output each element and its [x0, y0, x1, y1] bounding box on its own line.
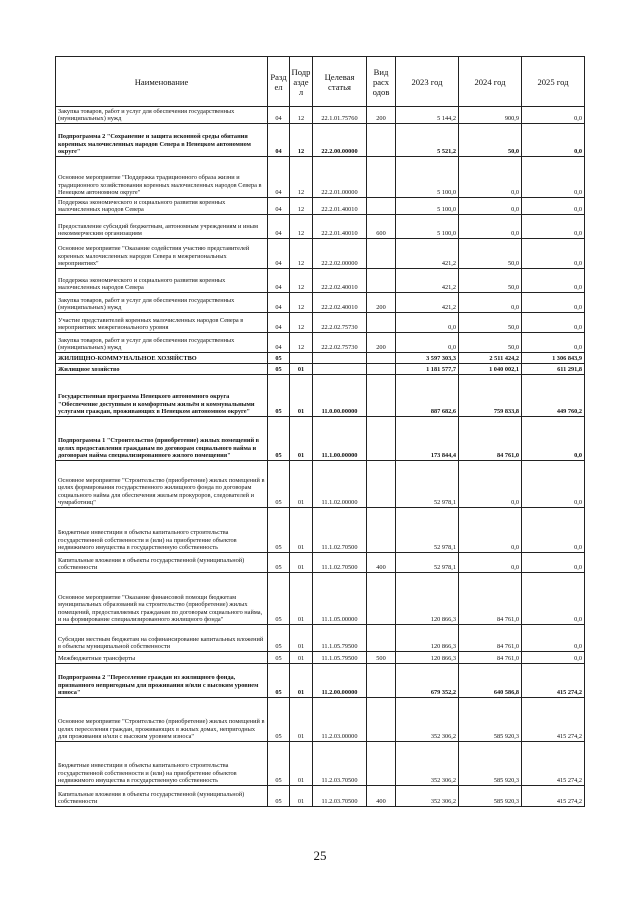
cell-razdel: 05: [268, 742, 290, 786]
cell-name: Основное мероприятие "Поддержка традиционного образа жизни и традиционного хозяйствования коренных малочисленных народов Севера в Ненецком автономном округе": [56, 157, 268, 198]
table-row: [56, 664, 585, 698]
cell-podrazdel: 01: [290, 553, 313, 573]
cell-2023: 3 597 303,3: [396, 353, 459, 364]
cell-name: Участие представителей коренных малочисленных народов Севера в мероприятиях межрегионального уровня: [56, 313, 268, 333]
cell-name: Подпрограмма 2 "Сохранение и защита исконной среды обитания коренных малочисленных народов Севера в Ненецком автономном округе": [56, 124, 268, 157]
cell-target: 22.2.02.40010: [313, 293, 367, 313]
table-row: [56, 239, 585, 269]
cell-2025: 0,0: [522, 157, 585, 198]
cell-target: 11.2.03.70500: [313, 786, 367, 807]
cell-vid: [367, 269, 396, 293]
table-row: [56, 269, 585, 293]
cell-podrazdel: 12: [290, 239, 313, 269]
budget-table: [55, 56, 585, 807]
cell-2023: 679 352,2: [396, 664, 459, 698]
header-razdel: Разд ел: [268, 57, 290, 107]
cell-2025: 0,0: [522, 198, 585, 215]
cell-2025: 0,0: [522, 215, 585, 239]
cell-razdel: 05: [268, 461, 290, 508]
table-row: [56, 107, 585, 124]
cell-target: 11.2.00.00000: [313, 664, 367, 698]
header-podrazdel: Подр азде л: [290, 57, 313, 107]
cell-razdel: 04: [268, 198, 290, 215]
cell-2024: 640 586,8: [459, 664, 522, 698]
cell-name: Бюджетные инвестиции в объекты капитального строительства государственной собственности и (или) на приобретение объектов недвижимого имущества в государственную собственность: [56, 508, 268, 553]
cell-target: [313, 353, 367, 364]
cell-vid: 200: [367, 293, 396, 313]
cell-2025: 0,0: [522, 652, 585, 664]
cell-target: 22.2.02.40010: [313, 269, 367, 293]
table-body: [56, 107, 585, 807]
cell-name: Закупка товаров, работ и услуг для обеспечения государственных (муниципальных) нужд: [56, 293, 268, 313]
cell-2023: 421,2: [396, 239, 459, 269]
cell-target: 11.1.02.00000: [313, 461, 367, 508]
cell-2023: 421,2: [396, 293, 459, 313]
cell-vid: [367, 461, 396, 508]
cell-target: 11.2.03.00000: [313, 698, 367, 742]
cell-vid: [367, 573, 396, 625]
cell-2025: 415 274,2: [522, 786, 585, 807]
cell-2024: 2 511 424,2: [459, 353, 522, 364]
cell-2023: 1 181 577,7: [396, 364, 459, 375]
cell-podrazdel: 01: [290, 508, 313, 553]
cell-2024: 585 920,3: [459, 786, 522, 807]
table-row: [56, 508, 585, 553]
header-row: [56, 57, 585, 107]
cell-2023: 120 866,3: [396, 573, 459, 625]
cell-2023: 52 978,1: [396, 553, 459, 573]
cell-2023: 5 521,2: [396, 124, 459, 157]
cell-2025: 415 274,2: [522, 742, 585, 786]
cell-podrazdel: 12: [290, 269, 313, 293]
cell-2025: 0,0: [522, 625, 585, 652]
cell-2024: 84 761,0: [459, 625, 522, 652]
cell-2024: 0,0: [459, 157, 522, 198]
cell-podrazdel: 01: [290, 461, 313, 508]
cell-2023: 120 866,3: [396, 652, 459, 664]
cell-2024: 0,0: [459, 198, 522, 215]
cell-razdel: 04: [268, 215, 290, 239]
cell-name: Жилищное хозяйство: [56, 364, 268, 375]
cell-podrazdel: 12: [290, 107, 313, 124]
cell-name: Межбюджетные трансферты: [56, 652, 268, 664]
cell-target: 22.2.02.75730: [313, 313, 367, 333]
cell-2025: 1 306 843,9: [522, 353, 585, 364]
table-row: [56, 353, 585, 364]
cell-razdel: 05: [268, 375, 290, 417]
cell-target: 11.1.05.00000: [313, 573, 367, 625]
cell-razdel: 05: [268, 786, 290, 807]
cell-name: Бюджетные инвестиции в объекты капитального строительства государственной собственности и (или) на приобретение объектов недвижимого имущества в государственную собственность: [56, 742, 268, 786]
cell-name: Закупка товаров, работ и услуг для обеспечения государственных (муниципальных) нужд: [56, 107, 268, 124]
cell-razdel: 05: [268, 364, 290, 375]
cell-vid: 400: [367, 553, 396, 573]
table-row: [56, 375, 585, 417]
cell-target: 11.1.05.79500: [313, 652, 367, 664]
cell-name: Основное мероприятие "Оказание финансовой помощи бюджетам муниципальных образований на строительство (приобретение) жилых помещений, предоставляемых гражданам по договорам социального найма, и на формирование специализированного жилищного фонда": [56, 573, 268, 625]
cell-name: Капитальные вложения в объекты государственной (муниципальной) собственности: [56, 786, 268, 807]
page-number: 25: [313, 848, 327, 863]
cell-name: Предоставление субсидий бюджетным, автономным учреждениям и иным некоммерческим организациям: [56, 215, 268, 239]
cell-vid: [367, 698, 396, 742]
cell-podrazdel: 12: [290, 313, 313, 333]
table-row: [56, 198, 585, 215]
cell-target: 22.2.02.00000: [313, 239, 367, 269]
cell-vid: [367, 239, 396, 269]
table-row: [56, 553, 585, 573]
cell-name: Подпрограмма 1 "Строительство (приобретение) жилых помещений в целях предоставления гражданам по договорам социального найма и договорам найма специализированного жилого помещения": [56, 417, 268, 461]
cell-2024: 585 920,3: [459, 742, 522, 786]
table-row: [56, 124, 585, 157]
cell-2024: 50,0: [459, 333, 522, 353]
cell-2025: 0,0: [522, 239, 585, 269]
cell-2023: 5 100,0: [396, 157, 459, 198]
cell-name: Основное мероприятие "Строительство (приобретение) жилых помещений в целях формирования государственного жилищного фонда по договорам социального найма для обеспечения жильем прокуроров, следователей и чумработниц": [56, 461, 268, 508]
cell-2024: 585 920,3: [459, 698, 522, 742]
cell-name: Основное мероприятие "Строительство (приобретение) жилых помещений в целях переселения граждан, проживающих в жилых домах, непригодных для проживания и/или с высоким уровнем износа": [56, 698, 268, 742]
table-row: [56, 625, 585, 652]
cell-2025: 0,0: [522, 508, 585, 553]
cell-vid: [367, 364, 396, 375]
cell-2025: 415 274,2: [522, 664, 585, 698]
cell-razdel: 05: [268, 553, 290, 573]
cell-2025: 611 291,8: [522, 364, 585, 375]
cell-2025: 0,0: [522, 461, 585, 508]
cell-podrazdel: 12: [290, 215, 313, 239]
cell-name: Закупка товаров, работ и услуг для обеспечения государственных (муниципальных) нужд: [56, 333, 268, 353]
cell-2023: 52 978,1: [396, 461, 459, 508]
cell-razdel: 04: [268, 313, 290, 333]
cell-2023: 5 100,0: [396, 215, 459, 239]
table-row: [56, 461, 585, 508]
cell-2023: 0,0: [396, 313, 459, 333]
cell-razdel: 05: [268, 573, 290, 625]
cell-2024: 50,0: [459, 269, 522, 293]
table-row: [56, 652, 585, 664]
cell-2025: 0,0: [522, 313, 585, 333]
cell-razdel: 04: [268, 124, 290, 157]
cell-target: 11.1.02.70500: [313, 508, 367, 553]
header-target: Целевая статья: [313, 57, 367, 107]
cell-name: ЖИЛИЩНО-КОММУНАЛЬНОЕ ХОЗЯЙСТВО: [56, 353, 268, 364]
cell-target: 11.0.00.00000: [313, 375, 367, 417]
cell-target: 11.1.00.00000: [313, 417, 367, 461]
cell-target: 22.1.01.75760: [313, 107, 367, 124]
cell-2024: 1 040 002,1: [459, 364, 522, 375]
cell-razdel: 04: [268, 293, 290, 313]
cell-name: Поддержка экономического и социального развития коренных малочисленных народов Севера: [56, 269, 268, 293]
cell-2023: 5 100,0: [396, 198, 459, 215]
cell-razdel: 05: [268, 664, 290, 698]
table-row: [56, 742, 585, 786]
cell-vid: 200: [367, 107, 396, 124]
table-row: [56, 417, 585, 461]
cell-2025: 0,0: [522, 293, 585, 313]
cell-target: 11.1.02.70500: [313, 553, 367, 573]
cell-podrazdel: 01: [290, 573, 313, 625]
cell-2023: 52 978,1: [396, 508, 459, 553]
cell-target: 22.2.01.40010: [313, 215, 367, 239]
cell-vid: [367, 417, 396, 461]
cell-2023: 173 844,4: [396, 417, 459, 461]
cell-2025: 0,0: [522, 333, 585, 353]
cell-target: 22.2.01.40010: [313, 198, 367, 215]
cell-target: 22.2.02.75730: [313, 333, 367, 353]
cell-vid: 500: [367, 652, 396, 664]
cell-target: 22.2.01.00000: [313, 157, 367, 198]
cell-2023: 5 144,2: [396, 107, 459, 124]
cell-target: 11.1.05.79500: [313, 625, 367, 652]
cell-2023: 0,0: [396, 333, 459, 353]
cell-2025: 0,0: [522, 573, 585, 625]
table-row: [56, 698, 585, 742]
cell-2024: 759 833,8: [459, 375, 522, 417]
cell-name: Основное мероприятие "Оказание содействия участию представителей коренных малочисленных народов Севера в межрегиональных мероприятиях": [56, 239, 268, 269]
cell-2023: 120 866,3: [396, 625, 459, 652]
cell-vid: [367, 353, 396, 364]
cell-2024: 50,0: [459, 124, 522, 157]
cell-vid: [367, 625, 396, 652]
cell-podrazdel: [290, 353, 313, 364]
cell-vid: 200: [367, 333, 396, 353]
table-row: [56, 364, 585, 375]
cell-name: Капитальные вложения в объекты государственной (муниципальной) собственности: [56, 553, 268, 573]
cell-podrazdel: 12: [290, 198, 313, 215]
cell-vid: [367, 157, 396, 198]
cell-2025: 0,0: [522, 124, 585, 157]
cell-2025: 449 760,2: [522, 375, 585, 417]
header-2025: 2025 год: [522, 57, 585, 107]
cell-razdel: 05: [268, 698, 290, 742]
cell-2023: 887 682,6: [396, 375, 459, 417]
table-row: [56, 293, 585, 313]
cell-podrazdel: 01: [290, 698, 313, 742]
cell-target: [313, 364, 367, 375]
cell-2025: 415 274,2: [522, 698, 585, 742]
cell-name: Государственная программа Ненецкого автономного округа "Обеспечение доступным и комфортным жильём и коммунальными услугами граждан, проживающих в Ненецком автономном округе": [56, 375, 268, 417]
cell-razdel: 05: [268, 417, 290, 461]
table-row: [56, 215, 585, 239]
cell-2025: 0,0: [522, 269, 585, 293]
table-row: [56, 313, 585, 333]
cell-2024: 900,9: [459, 107, 522, 124]
cell-2024: 0,0: [459, 215, 522, 239]
cell-podrazdel: 01: [290, 742, 313, 786]
cell-razdel: 04: [268, 269, 290, 293]
cell-vid: [367, 198, 396, 215]
cell-2023: 352 306,2: [396, 786, 459, 807]
table-row: [56, 573, 585, 625]
cell-podrazdel: 01: [290, 417, 313, 461]
cell-name: Субсидии местным бюджетам на софинансирование капитальных вложений в объекты муниципальной собственности: [56, 625, 268, 652]
cell-razdel: 05: [268, 625, 290, 652]
cell-vid: [367, 313, 396, 333]
cell-2024: 84 761,0: [459, 417, 522, 461]
cell-2024: 0,0: [459, 508, 522, 553]
cell-2024: 0,0: [459, 461, 522, 508]
cell-vid: [367, 742, 396, 786]
header-2023: 2023 год: [396, 57, 459, 107]
cell-vid: 400: [367, 786, 396, 807]
cell-podrazdel: 12: [290, 333, 313, 353]
cell-2025: 0,0: [522, 553, 585, 573]
table-row: [56, 157, 585, 198]
cell-podrazdel: 01: [290, 375, 313, 417]
cell-podrazdel: 12: [290, 157, 313, 198]
cell-2025: 0,0: [522, 417, 585, 461]
cell-name: Подпрограмма 2 "Переселение граждан из жилищного фонда, признанного непригодным для проживания и/или с высоким уровнем износа": [56, 664, 268, 698]
cell-razdel: 04: [268, 333, 290, 353]
cell-vid: [367, 508, 396, 553]
cell-2023: 352 306,2: [396, 698, 459, 742]
table-row: [56, 333, 585, 353]
cell-podrazdel: 01: [290, 652, 313, 664]
cell-vid: [367, 124, 396, 157]
cell-2025: 0,0: [522, 107, 585, 124]
cell-2024: 0,0: [459, 553, 522, 573]
cell-2023: 421,2: [396, 269, 459, 293]
cell-podrazdel: 12: [290, 293, 313, 313]
cell-vid: [367, 375, 396, 417]
cell-2024: 84 761,0: [459, 573, 522, 625]
cell-razdel: 04: [268, 107, 290, 124]
cell-name: Поддержка экономического и социального развития коренных малочисленных народов Севера: [56, 198, 268, 215]
cell-2024: 50,0: [459, 239, 522, 269]
cell-podrazdel: 01: [290, 664, 313, 698]
cell-razdel: 05: [268, 353, 290, 364]
header-2024: 2024 год: [459, 57, 522, 107]
cell-2024: 84 761,0: [459, 652, 522, 664]
cell-2024: 50,0: [459, 313, 522, 333]
cell-podrazdel: 12: [290, 124, 313, 157]
cell-target: 22.2.00.00000: [313, 124, 367, 157]
cell-2023: 352 306,2: [396, 742, 459, 786]
cell-razdel: 04: [268, 157, 290, 198]
cell-podrazdel: 01: [290, 786, 313, 807]
cell-target: 11.2.03.70500: [313, 742, 367, 786]
cell-podrazdel: 01: [290, 364, 313, 375]
cell-razdel: 04: [268, 239, 290, 269]
cell-2024: 0,0: [459, 293, 522, 313]
cell-razdel: 05: [268, 652, 290, 664]
table-row: [56, 786, 585, 807]
cell-razdel: 05: [268, 508, 290, 553]
cell-vid: 600: [367, 215, 396, 239]
cell-vid: [367, 664, 396, 698]
cell-podrazdel: 01: [290, 625, 313, 652]
header-vid: Вид расх одов: [367, 57, 396, 107]
header-name: Наименование: [56, 57, 268, 107]
